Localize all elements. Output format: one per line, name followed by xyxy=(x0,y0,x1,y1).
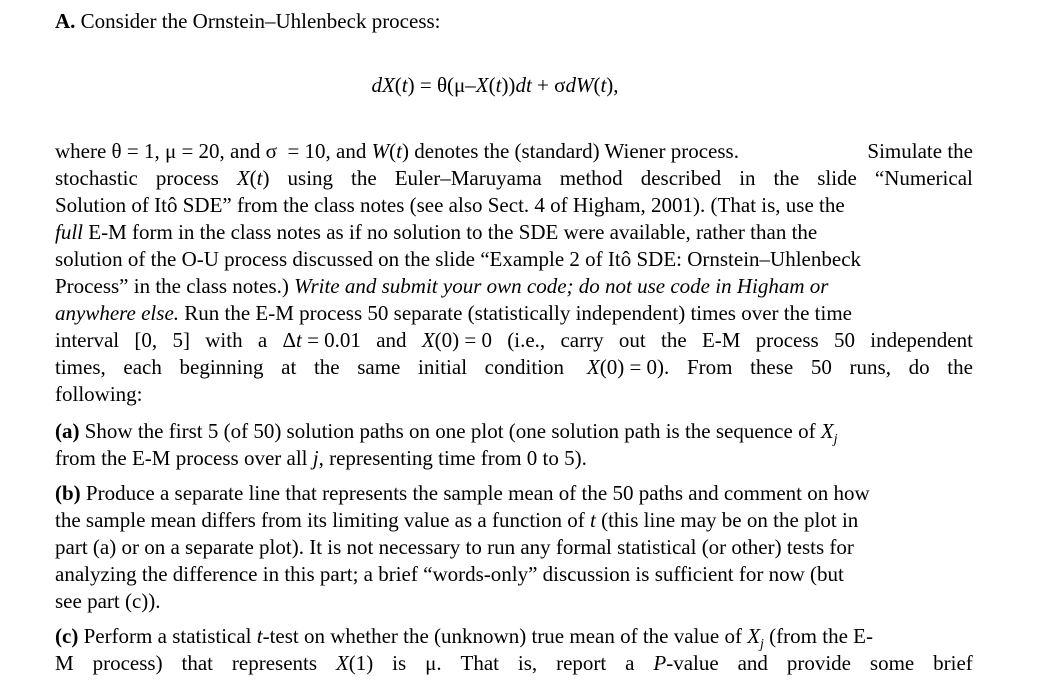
paragraph-line: where θ = 1, μ = 20, and σ = 10, and W(t) denotes the (standard) Wiener process. Simulate the xyxy=(55,139,973,163)
part-a-line: from the E-M process over all j, representing time from 0 to 5). xyxy=(55,446,587,470)
part-b-line: the sample mean differs from its limiting value as a function of t (this line may be on the plot in xyxy=(55,508,859,532)
problem-document xyxy=(55,8,973,677)
problem-header xyxy=(55,8,973,36)
paragraph-line: Solution of Itô SDE” from the class notes (see also Sect. 4 of Higham, 2001). (That is, use the xyxy=(55,193,845,217)
part-b xyxy=(55,480,973,615)
paragraph-line: times, each beginning at the same initial condition X(0) = 0). From these 50 runs, do the xyxy=(55,355,973,379)
paragraph-line: interval [0, 5] with a Δt = 0.01 and X(0) = 0 (i.e., carry out the E-M process 50 independent xyxy=(55,328,973,352)
ou-equation: dX(t) = θ(μ–X(t))dt + σdW(t), xyxy=(371,73,619,97)
paragraph-line: full E-M form in the class notes as if no solution to the SDE were available, rather than the xyxy=(55,220,818,244)
part-b-label: (b) xyxy=(55,481,81,505)
problem-intro: Consider the Ornstein–Uhlenbeck process: xyxy=(80,9,441,33)
part-b-line: (b) Produce a separate line that represents the sample mean of the 50 paths and comment on how xyxy=(55,481,870,505)
part-c-label: (c) xyxy=(55,624,79,648)
paragraph-line: following: xyxy=(55,382,143,406)
paragraph-line: stochastic process X(t) using the Euler–Maruyama method described in the slide “Numerical xyxy=(55,166,973,190)
paragraph-line: solution of the O-U process discussed on the slide “Example 2 of Itô SDE: Ornstein–Uhlenbeck xyxy=(55,247,862,271)
part-c-line: M process) that represents X(1) is μ. That is, report a P-value and provide some brief xyxy=(55,651,973,675)
problem-label: A. xyxy=(55,9,76,33)
paragraph-line: anywhere else. Run the E-M process 50 separate (statistically independent) times over the time xyxy=(55,301,852,325)
part-a-line: (a) Show the first 5 (of 50) solution paths on one plot (one solution path is the sequence of $X_j$ xyxy=(55,419,838,448)
part-b-line: part (a) or on a separate plot). It is not necessary to run any formal statistical (or other) tests for xyxy=(55,535,854,559)
part-a-label: (a) xyxy=(55,419,80,443)
main-paragraph xyxy=(55,138,973,408)
part-b-line: see part (c)). xyxy=(55,589,161,613)
part-c-line: (c) Perform a statistical t-test on whether the (unknown) true mean of the value of $X_j$ (from the E- xyxy=(55,624,873,653)
part-c xyxy=(55,623,973,677)
paragraph-line: Process” in the class notes.) Write and submit your own code; do not use code in Higham or xyxy=(55,274,829,298)
part-b-line: analyzing the difference in this part; a brief “words-only” discussion is sufficient for now (but xyxy=(55,562,844,586)
part-a xyxy=(55,418,973,472)
